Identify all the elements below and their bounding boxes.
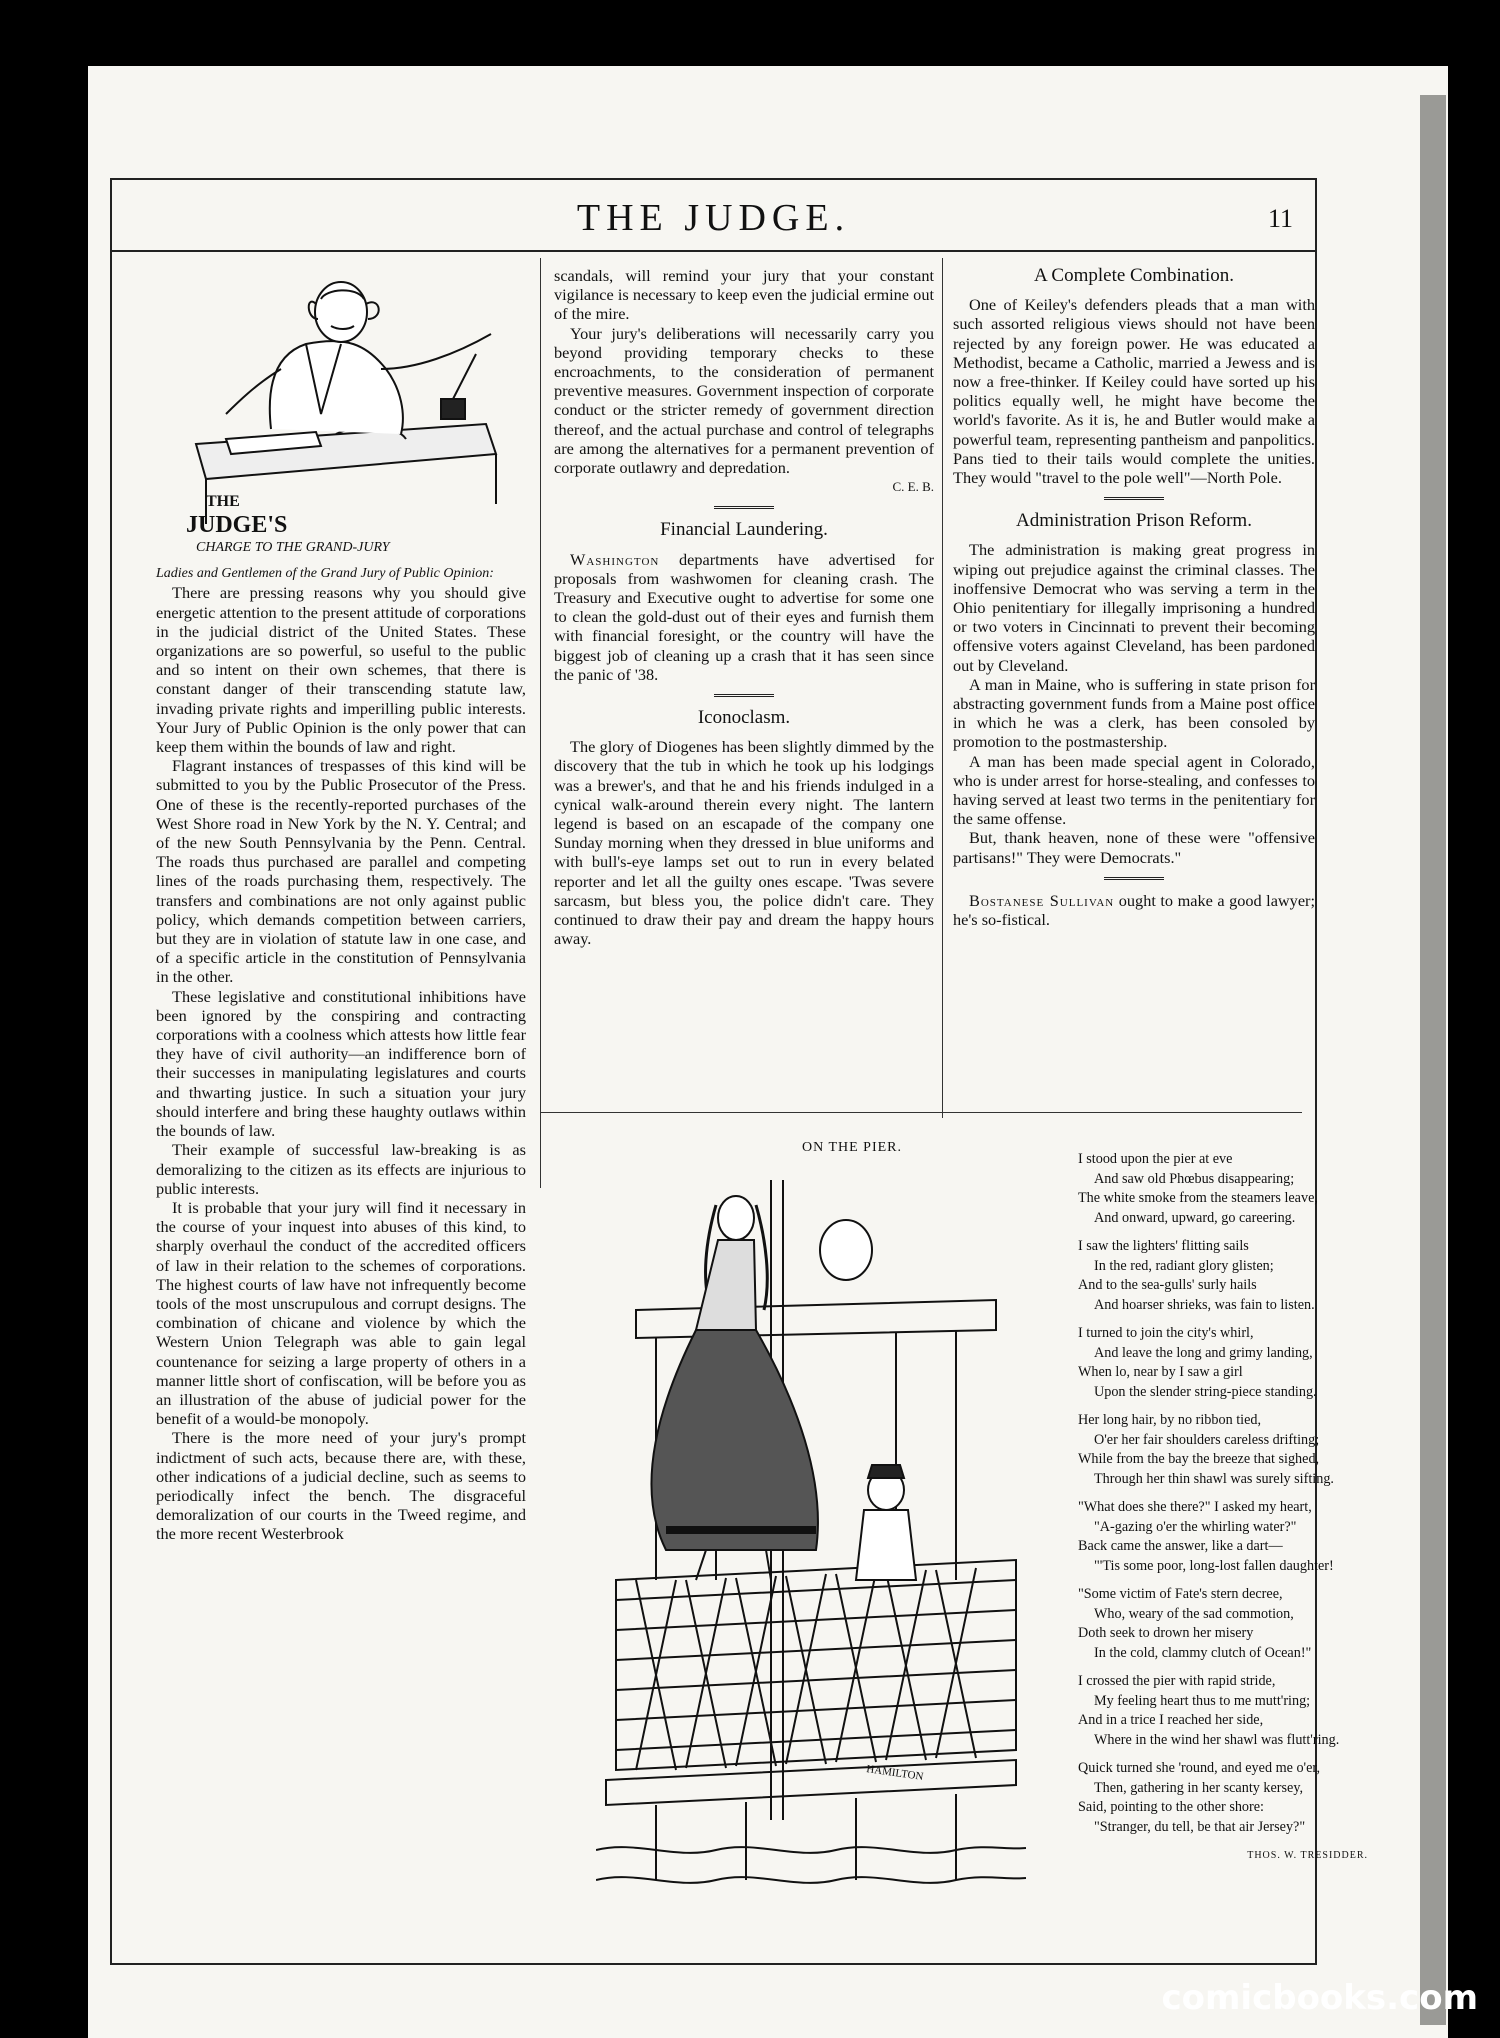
column-1 (156, 274, 526, 1544)
article-heading: Financial Laundering. (660, 519, 828, 541)
double-rule (714, 694, 774, 700)
page-number: 11 (1267, 204, 1293, 233)
masthead: THE JUDGE. (576, 197, 851, 239)
poem-stanza (1078, 1759, 1428, 1837)
poem-line: When lo, near by I saw a girl (1078, 1364, 1243, 1380)
poem-line: Then, gathering in her scanty kersey, (1094, 1779, 1304, 1796)
paragraph-text: ought to make a good lawyer; he's so-fistical. (953, 890, 1315, 930)
section-divider (540, 1112, 1302, 1113)
poem-stanza (1078, 1585, 1428, 1663)
article-heading: Iconoclasm. (697, 707, 791, 729)
column-divider (540, 258, 541, 1188)
poem-line: Back came the answer, like a dart— (1078, 1538, 1283, 1554)
double-rule (1104, 877, 1164, 883)
lead-word: Bostanese Sullivan (969, 890, 1115, 910)
double-rule (714, 506, 774, 512)
paragraph: There is the more need of your jury's prompt indictment of such acts, because there are, with these, other indications of a judicial decline, such as seems to periodically infect the bench. The disgraceful demoralization of our courts in the Tweed regime, and the more recent Westerbrook (156, 1428, 526, 1544)
poem-line: Where in the wind her shawl was flutt'ring. (1094, 1731, 1340, 1748)
signature: C. E. B. (892, 479, 934, 495)
poem-stanza (1078, 1237, 1428, 1315)
poem-line: In the red, radiant glory glisten; (1094, 1257, 1274, 1274)
paragraph: A man in Maine, who is suffering in state prison for abstracting government funds from a Maine post office in which he was a clerk, has been consoled by promotion to the postmastership. (953, 674, 1315, 752)
poem-line: And leave the long and grimy landing, (1094, 1344, 1313, 1361)
poem-line: And hoarser shrieks, was fain to listen. (1094, 1296, 1315, 1313)
paragraph: Flagrant instances of trespasses of this kind will be submitted to you by the Public Prosecutor of the Press. One of these is the recently-reported purchases of the West Shore road in New York by the N. Y. Central; and of the new South Pennsylvania by the Penn. Central. The roads thus purchased are parallel and competing lines of the roads purchasing them, respectively. The transfers and combinations are not only against public policy, which demands competition between carriers, but they are in violation of statute law in one case, and of a specific article in the constitution of Pennsylvania in the other. (156, 756, 526, 987)
poem-line: Said, pointing to the other shore: (1078, 1799, 1264, 1815)
poem-line: While from the bay the breeze that sighed, (1078, 1451, 1320, 1467)
paragraph: The glory of Diogenes has been slightly dimmed by the discovery that the tub in which he took up his lodgings was a brewer's, and that he and his friends indulged in a cynical walk-around therein every night. The lantern legend is based on an escapade of the company one Sunday morning when they dressed in blue uniforms and with bull's-eye lamps set out to run in every belated reporter and let all the guilty ones escape. 'Twas severe sarcasm, but bless you, the police didn't care. They continued to draw their pay and dream the happy hours away. (554, 737, 934, 949)
paragraph: Your jury's deliberations will necessarily carry you beyond providing temporary checks to these encroachments, to the consideration of permanent preventive measures. Government inspection of corporate conduct or the stricter remedy of government direction thereof, and the actual purchase and control of telegraphs are among the alternatives for a permanent prevention of corporate outlawry and depredation. (554, 323, 934, 478)
poem-line: "Some victim of Fate's stern decree, (1078, 1586, 1283, 1602)
page-frame (110, 178, 1368, 1965)
poem-line: "Stranger, du tell, be that air Jersey?" (1094, 1818, 1306, 1835)
double-rule (1104, 497, 1164, 503)
article-heading: A Complete Combination. (1033, 265, 1235, 286)
poem (1078, 1150, 1428, 1866)
poem-line: O'er her fair shoulders careless drifting; (1094, 1431, 1320, 1448)
paragraph-text: departments have advertised for proposals from washwomen for cleaning crash. The Treasury and Executive ought to advertise for some one to clean the gold-dust out of their eyes and furnish them with financial foresight, or the country will have the biggest job of cleaning up a crash that it has seen since the panic of '38. (554, 549, 934, 684)
paragraph: These legislative and constitutional inhibitions have been ignored by the conspiring and contracting corporations with a coolness which attests how little fear they have of civil authority—an indifference born of their successes in manipulating legislatures and courts and thwarting justice. In such a situation your jury should interfere and bring these haughty outlaws within the bounds of law. (156, 986, 526, 1141)
cartoon-lettering: CHARGE TO THE GRAND-JURY (196, 540, 390, 554)
poem-line: And in a trice I reached her side, (1078, 1712, 1264, 1728)
poem-line: "A-gazing o'er the whirling water?" (1094, 1518, 1297, 1535)
poem-stanza (1078, 1411, 1428, 1489)
poem-line: "What does she there?" I asked my heart, (1078, 1499, 1312, 1515)
poem-stanza (1078, 1498, 1428, 1576)
poem-line: The white smoke from the steamers leave, (1078, 1190, 1318, 1206)
poem-line: And to the sea-gulls' surly hails (1078, 1277, 1257, 1293)
watermark: comicbooks.com (1161, 1978, 1478, 2018)
poem-line: "'Tis some poor, long-lost fallen daughter! (1094, 1557, 1334, 1574)
poem-line: I turned to join the city's whirl, (1078, 1325, 1254, 1341)
lead-word: Washington (570, 549, 660, 569)
paragraph (953, 891, 1315, 929)
poem-line: I crossed the pier with rapid stride, (1078, 1673, 1276, 1689)
column-2 (554, 266, 934, 949)
masthead-rule (112, 250, 1315, 252)
poem-line: Upon the slender string-piece standing. (1094, 1383, 1317, 1400)
poem-line: I stood upon the pier at eve (1078, 1151, 1233, 1167)
poem-line: Her long hair, by no ribbon tied, (1078, 1412, 1262, 1428)
pier-cartoon-illustration (596, 1160, 1026, 1930)
paragraph: A man has been made special agent in Colorado, who is under arrest for horse-stealing, and confesses to having served at least two terms in the penitentiary for the same offense. (953, 751, 1315, 829)
poem-line: Quick turned she 'round, and eyed me o'er, (1078, 1760, 1321, 1776)
poem-line: Who, weary of the sad commotion, (1094, 1605, 1294, 1622)
paragraph: Their example of successful law-breaking is as demoralizing to the citizen as its effects are injurious to public interests. (156, 1140, 526, 1198)
address-line: Ladies and Gentlemen of the Grand Jury of Public Opinion: (156, 566, 494, 582)
poem-line: My feeling heart thus to me mutt'ring; (1094, 1692, 1311, 1709)
poem-stanza (1078, 1672, 1428, 1750)
poem-author: THOS. W. TRESIDDER. (1247, 1850, 1368, 1861)
paragraph: The administration is making great progress in wiping out prejudice against the criminal classes. The inoffensive Democrat who was serving a term in the Ohio penitentiary for illegally imprisoning a hundred or two voters in Cincinnati to prevent their becoming offensive voters against Cleveland, has been pardoned out by Cleveland. (953, 540, 1315, 675)
paragraph: But, thank heaven, none of these were "offensive partisans!" They were Democrats." (953, 828, 1315, 867)
poem-line: I saw the lighters' flitting sails (1078, 1238, 1249, 1254)
poem-title: ON THE PIER. (802, 1140, 903, 1155)
poem-line: Through her thin shawl was surely sifting. (1094, 1470, 1334, 1487)
column-divider (942, 258, 943, 1118)
judge-cartoon-illustration (156, 274, 526, 554)
article-heading: Administration Prison Reform. (1016, 510, 1252, 532)
poem-line: And onward, upward, go careering. (1094, 1209, 1296, 1226)
cartoon-lettering: JUDGE'S (186, 512, 288, 538)
poem-stanza (1078, 1150, 1428, 1228)
column-3 (953, 266, 1315, 929)
poem-stanza (1078, 1324, 1428, 1402)
paragraph: scandals, will remind your jury that your constant vigilance is necessary to keep even the judicial ermine out of the mire. (554, 266, 934, 324)
paragraph: One of Keiley's defenders pleads that a man with such assorted religious views should not have been rejected by any foreign power. He was educated a Methodist, became a Catholic, married a Jewess and is now a free-thinker. If Keiley could have sorted up his politics equally well, he might have become the world's favorite. As it is, he and Butler would make a powerful team, representing pantheism and panpolitics. Pans tied to their tails would complete the unities. They would "travel to the pole well"—North Pole. (953, 295, 1315, 488)
poem-line: Doth seek to drown her misery (1078, 1625, 1254, 1641)
poem-line: And saw old Phœbus disappearing; (1094, 1170, 1295, 1187)
paragraph (554, 550, 934, 684)
artist-signature: HAMILTON (865, 1763, 925, 1783)
paragraph: There are pressing reasons why you should give energetic attention to the present attitude of corporations in the judicial district of the United States. These organizations are so powerful, so useful to the public and so intent on their own schemes, that there is constant danger of their transcending statute law, invading private rights and imperilling public interests. Your Jury of Public Opinion is the only power that can keep them within the bounds of law and right. (156, 583, 526, 757)
paragraph: It is probable that your jury will find it necessary in the course of your inquest into abuses of this kind, to sharply overhaul the conduct of the accredited officers of law in their relation to the schemes of corporations. The highest courts of law have not infrequently become tools of the most unscrupulous and corrupt designs. The combination of chicane and violence by which the Western Union Telegraph was able to gain legal countenance for seizing a large property of others in a manner little short of confiscation, will be before you as an illustration of the abuse of judicial power for the benefit of a would-be monopoly. (156, 1197, 526, 1429)
cartoon-lettering: THE (206, 493, 240, 510)
poem-line: In the cold, clammy clutch of Ocean!" (1094, 1644, 1312, 1661)
